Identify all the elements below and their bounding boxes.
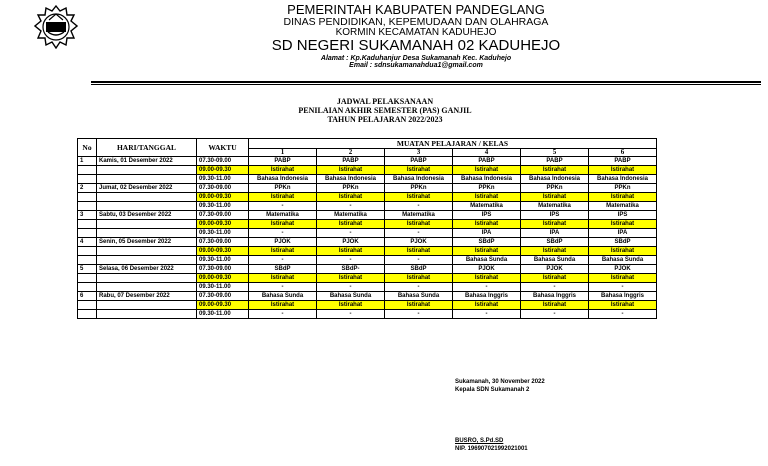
row-number: 1	[78, 157, 97, 166]
subject-cell: -	[453, 283, 521, 292]
subject-cell: -	[589, 310, 657, 319]
header-day: HARI/TANGGAL	[97, 139, 197, 157]
subject-cell: Bahasa Indonesia	[249, 175, 317, 184]
subject-cell: Bahasa Sunda	[453, 256, 521, 265]
letterhead	[200, 3, 632, 70]
row-time: 09.00-09.30	[197, 274, 249, 283]
signatory-nip: NIP. 196907021992021001	[455, 446, 528, 452]
subject-cell: SBdP-	[317, 265, 385, 274]
subject-cell: SBdP	[385, 265, 453, 274]
subject-cell: Istirahat	[249, 220, 317, 229]
row-time: 07.30-09.00	[197, 184, 249, 193]
subject-cell: -	[317, 283, 385, 292]
subject-cell: -	[521, 310, 589, 319]
regency-crest-icon	[34, 5, 78, 49]
subject-cell: Istirahat	[249, 301, 317, 310]
row-day-date: Rabu, 07 Desember 2022	[97, 292, 197, 301]
subject-cell: Bahasa Indonesia	[589, 175, 657, 184]
subject-cell: Istirahat	[385, 247, 453, 256]
subject-cell: -	[385, 229, 453, 238]
subject-cell: PJOK	[249, 238, 317, 247]
table-row	[78, 202, 657, 211]
table-row	[78, 157, 657, 166]
subject-cell: PABP	[249, 157, 317, 166]
subject-cell: Bahasa Sunda	[317, 292, 385, 301]
row-number	[78, 166, 97, 175]
subject-cell: -	[385, 256, 453, 265]
subject-cell: -	[249, 283, 317, 292]
title-line-2: PENILAIAN AKHIR SEMESTER (PAS) GANJIL	[298, 106, 472, 116]
subject-cell: Istirahat	[249, 193, 317, 202]
row-day-date	[97, 247, 197, 256]
row-number	[78, 202, 97, 211]
table-row	[78, 310, 657, 319]
subject-cell: -	[385, 310, 453, 319]
row-time: 07.30-09.00	[197, 157, 249, 166]
row-time: 07.30-09.00	[197, 292, 249, 301]
subject-cell: Matematika	[317, 211, 385, 220]
signature-heading	[455, 378, 545, 394]
subject-cell: PABP	[453, 157, 521, 166]
subject-cell: PPKn	[249, 184, 317, 193]
row-number: 3	[78, 211, 97, 220]
subject-cell: Istirahat	[521, 193, 589, 202]
subject-cell: Bahasa Inggris	[453, 292, 521, 301]
subject-cell: Istirahat	[453, 247, 521, 256]
row-number	[78, 310, 97, 319]
subject-cell: Matematika	[385, 211, 453, 220]
table-row	[78, 184, 657, 193]
header-class-4: 4	[453, 149, 521, 157]
subject-cell: PABP	[589, 157, 657, 166]
subject-cell: PJOK	[317, 238, 385, 247]
subject-cell: Istirahat	[249, 274, 317, 283]
subject-cell: Bahasa Inggris	[521, 292, 589, 301]
subject-cell: Istirahat	[453, 301, 521, 310]
row-time: 09.30-11.00	[197, 202, 249, 211]
subject-cell: Istirahat	[249, 166, 317, 175]
subject-cell: Istirahat	[521, 166, 589, 175]
subject-cell: IPA	[521, 229, 589, 238]
subject-cell: -	[453, 310, 521, 319]
subject-cell: IPA	[453, 229, 521, 238]
subject-cell: Bahasa Sunda	[249, 292, 317, 301]
subject-cell: PPKn	[453, 184, 521, 193]
row-time: 09.30-11.00	[197, 310, 249, 319]
table-row	[78, 256, 657, 265]
subject-cell: Istirahat	[521, 247, 589, 256]
subject-cell: Bahasa Sunda	[385, 292, 453, 301]
subject-cell: Istirahat	[385, 301, 453, 310]
row-day-date	[97, 166, 197, 175]
subject-cell: Istirahat	[589, 166, 657, 175]
subject-cell: Istirahat	[453, 166, 521, 175]
subject-cell: Istirahat	[317, 220, 385, 229]
row-time: 09.30-11.00	[197, 283, 249, 292]
subject-cell: Istirahat	[589, 247, 657, 256]
subject-cell: Istirahat	[385, 274, 453, 283]
header-subjects: MUATAN PELAJARAN / KELAS	[249, 139, 657, 149]
title-line-1: JADWAL PELAKSANAAN	[336, 97, 434, 106]
row-day-date: Kamis, 01 Desember 2022	[97, 157, 197, 166]
subject-cell: IPA	[589, 229, 657, 238]
row-number	[78, 256, 97, 265]
table-row	[78, 166, 657, 175]
subject-cell: PPKn	[385, 184, 453, 193]
row-day-date	[97, 283, 197, 292]
school-address: Alamat : Kp.Kaduhanjur Desa Sukamanah Kec. Kaduhejo	[320, 54, 512, 62]
signature-place-date: Sukamanah, 30 November 2022	[455, 379, 545, 385]
subject-cell: -	[589, 283, 657, 292]
row-day-date	[97, 256, 197, 265]
subject-cell: Bahasa Indonesia	[385, 175, 453, 184]
subject-cell: SBdP	[453, 238, 521, 247]
school-email: Email : sdnsukamanahdua1@gmail.com	[349, 62, 483, 70]
subject-cell: IPS	[589, 211, 657, 220]
table-row	[78, 193, 657, 202]
subject-cell: Istirahat	[521, 274, 589, 283]
schedule-body	[78, 157, 657, 319]
row-number	[78, 220, 97, 229]
table-row	[78, 229, 657, 238]
subject-cell: PJOK	[589, 265, 657, 274]
header-class-1: 1	[249, 149, 317, 157]
table-row	[78, 265, 657, 274]
subject-cell: -	[317, 202, 385, 211]
subject-cell: Bahasa Indonesia	[521, 175, 589, 184]
row-number	[78, 193, 97, 202]
subject-cell: Istirahat	[453, 274, 521, 283]
subject-cell: -	[521, 283, 589, 292]
subject-cell: Istirahat	[521, 301, 589, 310]
subject-cell: PABP	[317, 157, 385, 166]
header-class-6: 6	[589, 149, 657, 157]
subject-cell: PJOK	[453, 265, 521, 274]
table-row	[78, 211, 657, 220]
government-name: PEMERINTAH KABUPATEN PANDEGLANG	[287, 2, 545, 17]
subject-cell: -	[385, 283, 453, 292]
subject-cell: Matematika	[249, 211, 317, 220]
row-number	[78, 229, 97, 238]
row-time: 09.30-11.00	[197, 229, 249, 238]
subject-cell: Matematika	[589, 202, 657, 211]
row-day-date	[97, 175, 197, 184]
letterhead-rule-thin	[91, 84, 761, 85]
subject-cell: SBdP	[521, 238, 589, 247]
signature-position: Kepala SDN Sukamanah 2	[455, 387, 530, 393]
subject-cell: IPS	[453, 211, 521, 220]
subject-cell: Bahasa Indonesia	[317, 175, 385, 184]
row-day-date	[97, 274, 197, 283]
subject-cell: SBdP	[249, 265, 317, 274]
header-time: WAKTU	[197, 139, 249, 157]
table-row	[78, 238, 657, 247]
row-number	[78, 247, 97, 256]
table-row	[78, 175, 657, 184]
row-time: 07.30-09.00	[197, 211, 249, 220]
subject-cell: Bahasa Sunda	[589, 256, 657, 265]
subject-cell: -	[249, 202, 317, 211]
subject-cell: Bahasa Indonesia	[453, 175, 521, 184]
subject-cell: Istirahat	[317, 247, 385, 256]
row-time: 09.00-09.30	[197, 193, 249, 202]
subject-cell: Istirahat	[385, 193, 453, 202]
row-day-date	[97, 193, 197, 202]
agency-name: DINAS PENDIDIKAN, KEPEMUDAAN DAN OLAHRAGA	[283, 15, 549, 28]
subject-cell: Bahasa Sunda	[521, 256, 589, 265]
row-time: 09.00-09.30	[197, 301, 249, 310]
document-title	[230, 97, 540, 125]
subject-cell: PPKn	[589, 184, 657, 193]
subject-cell: Istirahat	[453, 193, 521, 202]
subject-cell: PJOK	[385, 238, 453, 247]
subject-cell: IPS	[521, 211, 589, 220]
row-time: 09.00-09.30	[197, 247, 249, 256]
subject-cell: Istirahat	[521, 220, 589, 229]
subject-cell: PPKn	[317, 184, 385, 193]
row-time: 09.30-11.00	[197, 175, 249, 184]
subject-cell: Istirahat	[589, 301, 657, 310]
table-header-row	[78, 139, 657, 149]
row-number	[78, 301, 97, 310]
table-row	[78, 301, 657, 310]
row-number: 5	[78, 265, 97, 274]
subject-cell: Istirahat	[317, 301, 385, 310]
subject-cell: PABP	[385, 157, 453, 166]
subject-cell: -	[317, 256, 385, 265]
subject-cell: PJOK	[521, 265, 589, 274]
letterhead-rule-thick	[91, 81, 761, 83]
subject-cell: PABP	[521, 157, 589, 166]
header-no: No	[78, 139, 97, 157]
row-number	[78, 175, 97, 184]
subject-cell: Istirahat	[589, 274, 657, 283]
row-day-date	[97, 220, 197, 229]
subject-cell: PPKn	[521, 184, 589, 193]
row-day-date: Selasa, 06 Desember 2022	[97, 265, 197, 274]
row-time: 09.00-09.30	[197, 166, 249, 175]
table-row	[78, 292, 657, 301]
row-day-date: Sabtu, 03 Desember 2022	[97, 211, 197, 220]
subject-cell: Istirahat	[385, 220, 453, 229]
row-time: 07.30-09.00	[197, 238, 249, 247]
title-line-3: TAHUN PELAJARAN 2022/2023	[327, 115, 443, 125]
row-time: 07.30-09.00	[197, 265, 249, 274]
signature-block	[455, 437, 528, 453]
row-number	[78, 283, 97, 292]
subject-cell: -	[385, 202, 453, 211]
header-class-2: 2	[317, 149, 385, 157]
row-time: 09.30-11.00	[197, 256, 249, 265]
row-number	[78, 274, 97, 283]
subject-cell: Istirahat	[589, 220, 657, 229]
subject-cell: Matematika	[453, 202, 521, 211]
subject-cell: Bahasa Inggris	[589, 292, 657, 301]
table-row	[78, 283, 657, 292]
subject-cell: Istirahat	[385, 166, 453, 175]
subject-cell: Istirahat	[317, 193, 385, 202]
row-day-date	[97, 229, 197, 238]
row-number: 4	[78, 238, 97, 247]
row-day-date	[97, 301, 197, 310]
table-row	[78, 247, 657, 256]
subject-cell: Istirahat	[453, 220, 521, 229]
header-class-5: 5	[521, 149, 589, 157]
row-day-date: Senin, 05 Desember 2022	[97, 238, 197, 247]
header-class-3: 3	[385, 149, 453, 157]
school-name: SD NEGERI SUKAMANAH 02 KADUHEJO	[271, 37, 561, 55]
row-day-date	[97, 310, 197, 319]
row-number: 6	[78, 292, 97, 301]
table-row	[78, 274, 657, 283]
subject-cell: Istirahat	[317, 274, 385, 283]
subject-cell: -	[249, 310, 317, 319]
row-day-date: Jumat, 02 Desember 2022	[97, 184, 197, 193]
subject-cell: -	[249, 256, 317, 265]
schedule-table	[77, 138, 657, 319]
district-office: KORMIN KECAMATAN KADUHEJO	[335, 26, 497, 38]
row-number: 2	[78, 184, 97, 193]
subject-cell: Istirahat	[317, 166, 385, 175]
table-row	[78, 220, 657, 229]
subject-cell: SBdP	[589, 238, 657, 247]
signatory-name: BUSRO, S.Pd.SD	[455, 438, 504, 444]
row-day-date	[97, 202, 197, 211]
subject-cell: Istirahat	[589, 193, 657, 202]
subject-cell: -	[317, 229, 385, 238]
subject-cell: Matematika	[521, 202, 589, 211]
subject-cell: -	[317, 310, 385, 319]
subject-cell: Istirahat	[249, 247, 317, 256]
subject-cell: -	[249, 229, 317, 238]
row-time: 09.00-09.30	[197, 220, 249, 229]
